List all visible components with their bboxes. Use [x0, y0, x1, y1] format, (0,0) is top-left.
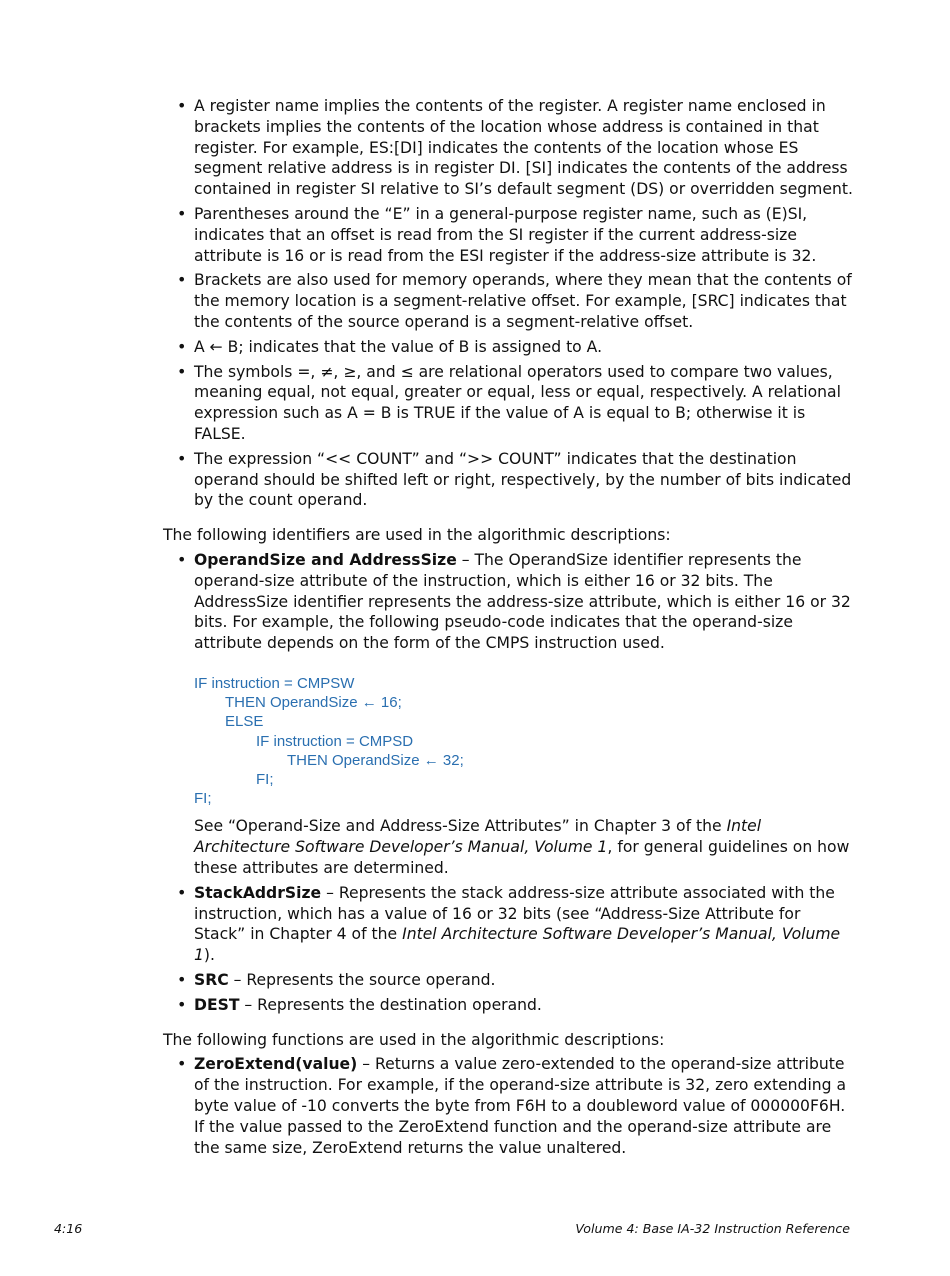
- identifier-operandsize: [163, 550, 853, 654]
- code-line: FI;: [194, 790, 212, 808]
- see-text: , for general guidelines on how these attributes are determined.: [194, 838, 850, 877]
- notation-list: [163, 96, 853, 511]
- list-item: • Parentheses around the “E” in a general-purpose register name, such as (E)SI, indicates that an offset is read from the SI register if the current address-size attribute is 16 or is read from the ESI register if the address-size attribute is 32.: [163, 204, 853, 266]
- description: – Returns a value zero-extended to the operand-size attribute of the instruction. For example, if the operand-size attribute is 32, zero extending a byte value of -10 converts the byte from F6H to a doubleword value of 000000F6H. If the value passed to the ZeroExtend function and the operand-size attribute are the same size, ZeroExtend returns the value unaltered.: [194, 1055, 847, 1157]
- list-item: • The expression “<< COUNT” and “>> COUNT” indicates that the destination operand should be shifted left or right, respectively, by the number of bits indicated by the count operand.: [163, 449, 853, 511]
- code-line: THEN OperandSize ← 32;: [287, 751, 464, 769]
- identifiers-list-continued: [163, 883, 853, 1016]
- identifiers-intro: The following identifiers are used in the algorithmic descriptions:: [163, 526, 671, 545]
- description: – Represents the source operand.: [228, 970, 496, 989]
- identifier-stackaddrsize: [163, 883, 853, 966]
- pseudo-code-block: [194, 674, 853, 808]
- function-zeroextend: [163, 1054, 853, 1158]
- term: OperandSize and AddressSize: [194, 550, 457, 569]
- code-line: THEN OperandSize ← 16;: [225, 694, 402, 712]
- identifiers-list: [163, 550, 853, 654]
- term: StackAddrSize: [194, 883, 322, 902]
- term: SRC: [194, 970, 229, 989]
- see-reference: [163, 816, 853, 878]
- description: – Represents the stack address-size attribute associated with the instruction, which has a value of 16 or 32 bits (see “Address-Size Attribute for Stack” in Chapter 4 of the: [194, 883, 835, 944]
- list-item: • Brackets are also used for memory operands, where they mean that the contents of the memory location is a segment-relative offset. For example, [SRC] indicates that the contents of the source operand is a segment-relative offset.: [163, 270, 853, 332]
- functions-intro: The following functions are used in the algorithmic descriptions:: [163, 1030, 665, 1049]
- page-number: 4:16: [54, 1221, 83, 1236]
- page-body: [163, 96, 853, 1162]
- list-item: • A ← B; indicates that the value of B is assigned to A.: [163, 337, 853, 358]
- see-text: See “Operand-Size and Address-Size Attributes” in Chapter 3 of the: [194, 817, 727, 836]
- identifier-dest: [163, 995, 853, 1016]
- description: – The OperandSize identifier represents the operand-size attribute of the instruction, which is either 16 or 32 bits. The AddressSize identifier represents the address-size attribute, which is either 16 or 32 bits. For example, the following pseudo-code indicates that the operand-size attribute depends on the form of the CMPS instruction used.: [194, 550, 851, 653]
- code-line: FI;: [256, 770, 274, 788]
- code-line: IF instruction = CMPSD: [256, 732, 414, 750]
- footer-title: Volume 4: Base IA-32 Instruction Reference: [575, 1221, 850, 1236]
- term: ZeroExtend(value): [194, 1055, 358, 1074]
- description: – Represents the destination operand.: [239, 995, 542, 1014]
- list-item: • A register name implies the contents of the register. A register name enclosed in brackets implies the contents of the location whose address is contained in that register. For example, ES:[DI] indicates the contents of the location whose ES segment relative address is in register DI. [SI] indicates the contents of the address contained in register SI relative to SI’s default segment (DS) or overridden segment.: [163, 96, 853, 200]
- description: ).: [203, 946, 215, 965]
- functions-list: [163, 1054, 853, 1158]
- identifier-src: [163, 970, 853, 991]
- code-line: IF instruction = CMPSW: [194, 674, 355, 692]
- term: DEST: [194, 995, 240, 1014]
- list-item: • The symbols =, ≠, ≥, and ≤ are relational operators used to compare two values, meaning equal, not equal, greater or equal, less or equal, respectively. A relational expression such as A = B is TRUE if the value of A is equal to B; otherwise it is FALSE.: [163, 362, 853, 445]
- manual-title: Intel Architecture Software Developer’s Manual, Volume 1: [194, 925, 841, 965]
- code-line: ELSE: [225, 713, 264, 731]
- manual-title: Intel Architecture Software Developer’s Manual, Volume 1: [194, 817, 762, 857]
